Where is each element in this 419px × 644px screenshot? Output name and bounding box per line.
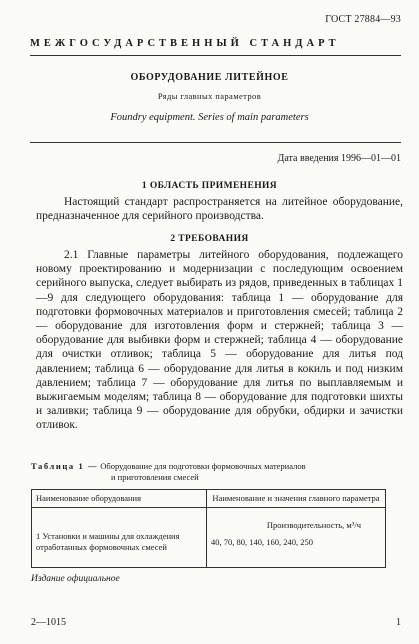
print-code: 2—1015	[31, 617, 66, 628]
table-row	[32, 508, 386, 568]
parameter-values: 40, 70, 80, 140, 160, 240, 250	[211, 537, 313, 547]
page-number: 1	[396, 617, 401, 628]
table-cell-equipment	[32, 508, 207, 568]
table-caption-prefix: Таблица 1 —	[31, 461, 99, 471]
document-title: ОБОРУДОВАНИЕ ЛИТЕЙНОЕ	[130, 72, 289, 83]
header-rule	[30, 55, 401, 56]
equipment-name: 1 Установки и машины для охлаждения отработанных формовочных смесей	[36, 531, 180, 552]
col-header-parameter: Наименование и значения главного параметра	[207, 490, 386, 508]
english-title: Foundry equipment. Series of main parameters	[110, 112, 309, 123]
footer-rule	[31, 567, 125, 568]
official-edition-note: Издание официальное	[31, 574, 120, 584]
section-text-requirements: 2.1 Главные параметры литейного оборудования, подлежащего новому проектированию и модернизации с последующим освоением серийного выпуска, следует выбирать из рядов, приведенных в таблицах 1—9 для следующего оборудования: таблица 1 — оборудование для подготовки формовочных материалов и приготовления смесей; таблица 2 — оборудование для изготовления форм и стержней; таблица 3 — оборудование для выбивки форм и стержней; таблица 4 — оборудование для очистки отливок; таблица 5 — оборудование для литья под давлением; таблица 6 — оборудование для литья в кокиль и под низким давлением; таблица 7 — оборудование для литья по выплавляемым и выжигаемым моделям; таблица 8 — оборудование для подготовки шихты и заливки; таблица 9 — оборудование для обрубки, обдирки и зачистки отливок.	[36, 249, 403, 432]
parameters-table	[31, 489, 386, 568]
col-header-equipment: Наименование оборудования	[32, 490, 207, 508]
table-cell-values	[207, 508, 386, 568]
effective-date: Дата введения 1996—01—01	[277, 153, 401, 164]
table-header-row	[32, 490, 386, 508]
standard-type-heading: МЕЖГОСУДАРСТВЕННЫЙ СТАНДАРТ	[30, 38, 340, 49]
table-caption-line2: и приготовления смесей	[111, 472, 199, 482]
section-heading-scope: 1 ОБЛАСТЬ ПРИМЕНЕНИЯ	[141, 181, 278, 191]
document-code: ГОСТ 27884—93	[325, 14, 401, 25]
section-heading-requirements: 2 ТРЕБОВАНИЯ	[170, 234, 249, 244]
section-text-scope: Настоящий стандарт распространяется на литейное оборудование, предназначенное для серийного производства.	[36, 196, 403, 223]
parameter-subheader: Производительность, м³/ч	[266, 520, 361, 530]
title-rule	[30, 142, 401, 143]
document-subtitle: Ряды главных параметров	[157, 91, 262, 101]
table-caption-line1: Оборудование для подготовки формовочных материалов	[100, 461, 306, 471]
table-caption	[31, 461, 403, 483]
